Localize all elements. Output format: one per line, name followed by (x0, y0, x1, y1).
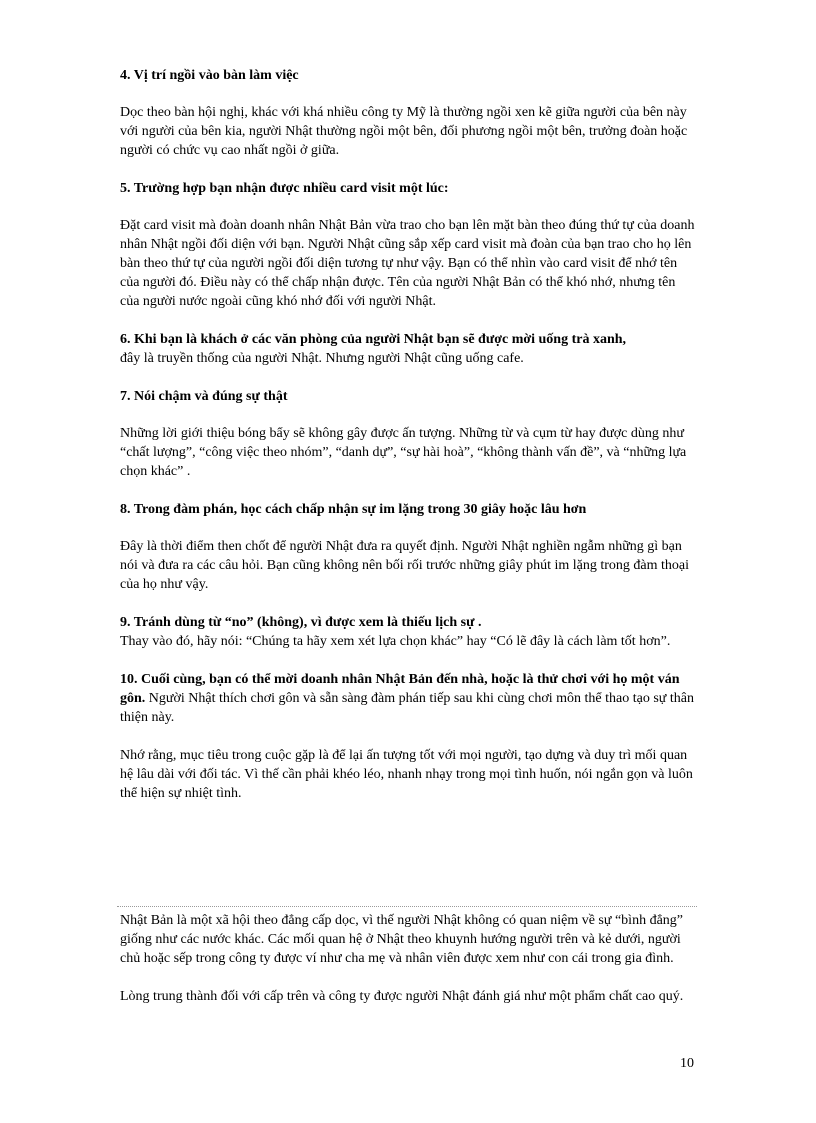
main-content (120, 66, 698, 803)
section-6-body: đây là truyền thống của người Nhật. Nhưng người Nhật cũng uống cafe. (120, 351, 524, 366)
footnote (120, 911, 698, 1006)
section-6-heading: 6. Khi bạn là khách ở các văn phòng của người Nhật bạn sẽ được mời uống trà xanh, (120, 332, 627, 347)
section-8-heading: 8. Trong đàm phán, học cách chấp nhận sự im lặng trong 30 giây hoặc lâu hơn (120, 502, 587, 517)
footnote-paragraph-2: Lòng trung thành đối với cấp trên và công ty được người Nhật đánh giá như một phẩm chất cao quý. (120, 989, 684, 1004)
footnote-paragraph-1: Nhật Bản là một xã hội theo đẳng cấp dọc, vì thế người Nhật không có quan niệm về sự “bình đẳng” giống như các nước khác. Các mối quan hệ ở Nhật theo khuynh hướng người trên và kẻ dưới, người chủ hoặc sếp trong công ty được ví như cha mẹ và nhân viên được xem như con cái trong gia đình. (120, 913, 684, 966)
section-10-heading: 10. Cuối cùng, bạn có thể mời doanh nhân Nhật Bản đến nhà, hoặc là thử chơi với họ một ván gôn. (120, 672, 680, 706)
section-5-heading: 5. Trường hợp bạn nhận được nhiều card visit một lúc: (120, 181, 449, 196)
section-7-heading: 7. Nói chậm và đúng sự thật (120, 389, 288, 404)
closing-paragraph: Nhớ rằng, mục tiêu trong cuộc gặp là để lại ấn tượng tốt với mọi người, tạo dựng và duy trì mối quan hệ lâu dài với đối tác. Vì thế cần phải khéo léo, nhanh nhạy trong mọi tình huốn, nói ngắn gọn và luôn thể hiện sự nhiệt tình. (120, 748, 693, 801)
section-5-body: Đặt card visit mà đoàn doanh nhân Nhật Bản vừa trao cho bạn lên mặt bàn theo đúng thứ tự của doanh nhân Nhật ngồi đối diện với bạn. Người Nhật cũng sắp xếp card visit mà đoàn của bạn trao cho họ lên bàn theo thứ tự của người ngồi đối diện tương tự như vậy. Bạn có thể nhìn vào card visit để nhớ tên của người đó. Điều này có thể chấp nhận được. Tên của người Nhật Bản có thể khó nhớ, nhưng tên của người nước ngoài cũng khó nhớ đối với người Nhật. (120, 218, 695, 309)
section-8-body: Đây là thời điểm then chốt để người Nhật đưa ra quyết định. Người Nhật nghiền ngẫm những gì bạn nói và đưa ra các câu hỏi. Bạn cũng không nên bối rối trước những giây phút im lặng trong đàm thoại của họ như vậy. (120, 539, 690, 592)
section-4-heading: 4. Vị trí ngồi vào bàn làm việc (120, 68, 299, 83)
section-9-heading: 9. Tránh dùng từ “no” (không), vì được xem là thiếu lịch sự . (120, 615, 482, 630)
section-4-body: Dọc theo bàn hội nghị, khác với khá nhiều công ty Mỹ là thường ngồi xen kẽ giữa người của bên này với người của bên kia, người Nhật thường ngồi một bên, đối phương ngồi một bên, trưởng đoàn hoặc người có chức vụ cao nhất ngồi ở giữa. (120, 105, 688, 158)
section-10 (120, 670, 698, 727)
section-9-body: Thay vào đó, hãy nói: “Chúng ta hãy xem xét lựa chọn khác” hay “Có lẽ đây là cách làm tốt hơn”. (120, 634, 671, 649)
section-10-body: Người Nhật thích chơi gôn và sẵn sàng đàm phán tiếp sau khi cùng chơi môn thể thao tạo sự thân thiện này. (120, 691, 694, 725)
footnote-divider (117, 906, 697, 907)
page-number: 10 (680, 1056, 694, 1071)
section-7-body: Những lời giới thiệu bóng bẩy sẽ không gây được ấn tượng. Những từ và cụm từ hay được dùng như “chất lượng”, “công việc theo nhóm”, “danh dự”, “sự hài hoà”, “không thành vấn đề”, và “những lựa chọn khác” . (120, 426, 687, 479)
